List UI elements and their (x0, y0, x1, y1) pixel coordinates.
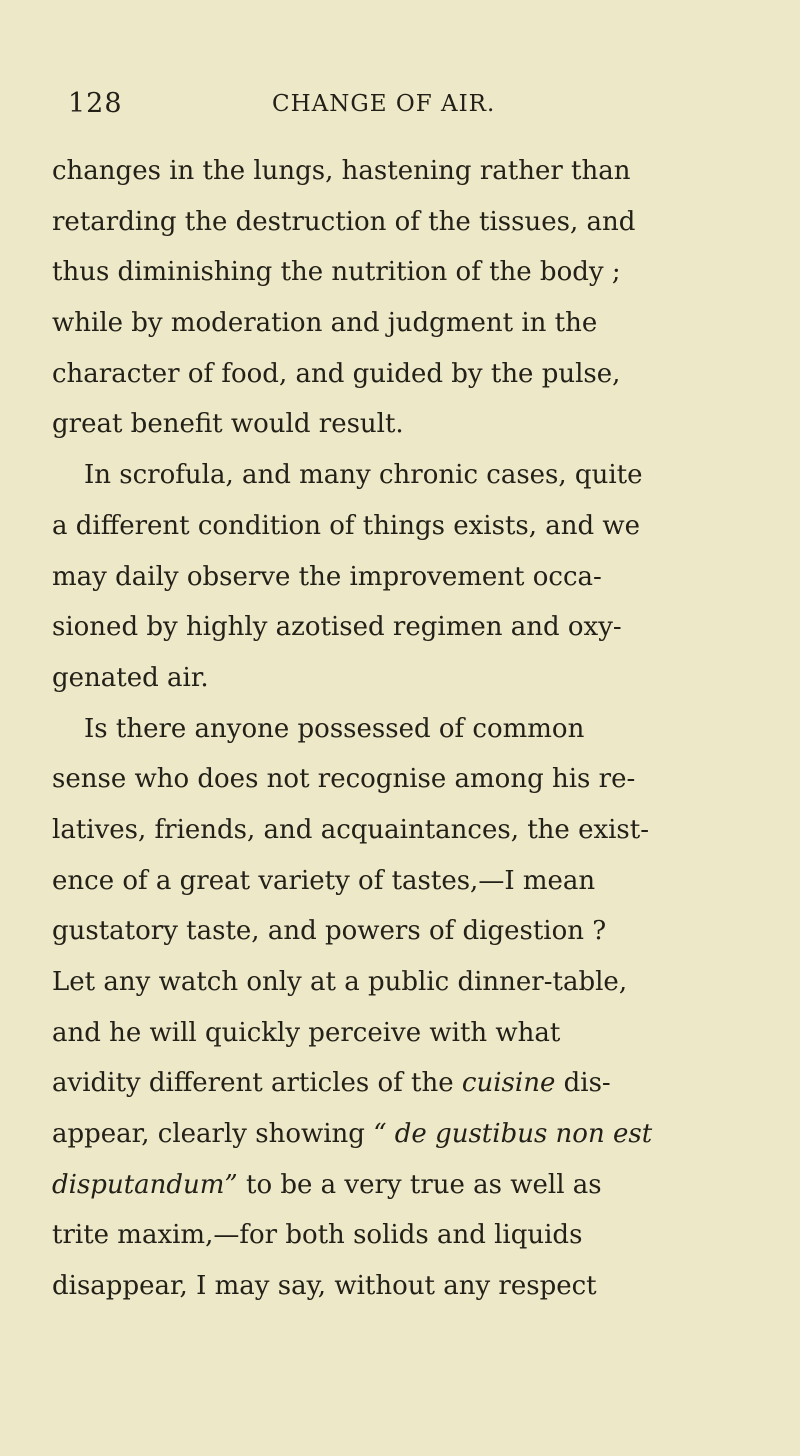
paragraph-start-line: Is there anyone possessed of common (84, 713, 585, 744)
italic-phrase: “ de gustibus non est (364, 1119, 653, 1150)
text-line: latives, friends, and acquaintances, the exist- (52, 814, 650, 845)
italic-phrase: disputandum” (52, 1169, 238, 1200)
text-line: thus diminishing the nutrition of the body ; (52, 257, 621, 288)
text-line: trite maxim,—for both solids and liquids (52, 1220, 583, 1251)
text-line: gustatory taste, and powers of digestion ? (52, 916, 607, 947)
text-line: retarding the destruction of the tissues, and (52, 206, 636, 237)
text-line: character of food, and guided by the pulse, (52, 358, 621, 389)
text-line: disappear, I may say, without any respect (52, 1271, 597, 1302)
italic-phrase: cuisine (461, 1068, 556, 1099)
page-number: 128 (68, 88, 123, 119)
text-line: a different condition of things exists, and we (52, 510, 641, 541)
text-line: sioned by highly azotised regimen and oxy- (52, 612, 622, 643)
text-line: genated air. (52, 662, 209, 693)
running-header (68, 88, 732, 128)
running-title: CHANGE OF AIR. (272, 91, 496, 117)
text-line: sense who does not recognise among his re- (52, 764, 636, 795)
text-line: changes in the lungs, hastening rather than (52, 156, 631, 186)
text-line: great benefit would result. (52, 409, 404, 440)
paragraph-start-line: In scrofula, and many chronic cases, quite (84, 460, 643, 491)
text-line: ence of a great variety of tastes,—I mean (52, 865, 596, 896)
text-line: appear, clearly showing “ de gustibus non est (52, 1119, 653, 1150)
text-line: disputandum” to be a very true as well as (52, 1169, 602, 1200)
text-line: may daily observe the improvement occa- (52, 561, 602, 592)
text-line: avidity different articles of the cuisine dis- (52, 1068, 611, 1099)
text-line: Let any watch only at a public dinner-table, (52, 967, 628, 997)
text-line: and he will quickly perceive with what (52, 1017, 561, 1048)
body-text (52, 146, 744, 1312)
text-line: while by moderation and judgment in the (52, 308, 598, 339)
